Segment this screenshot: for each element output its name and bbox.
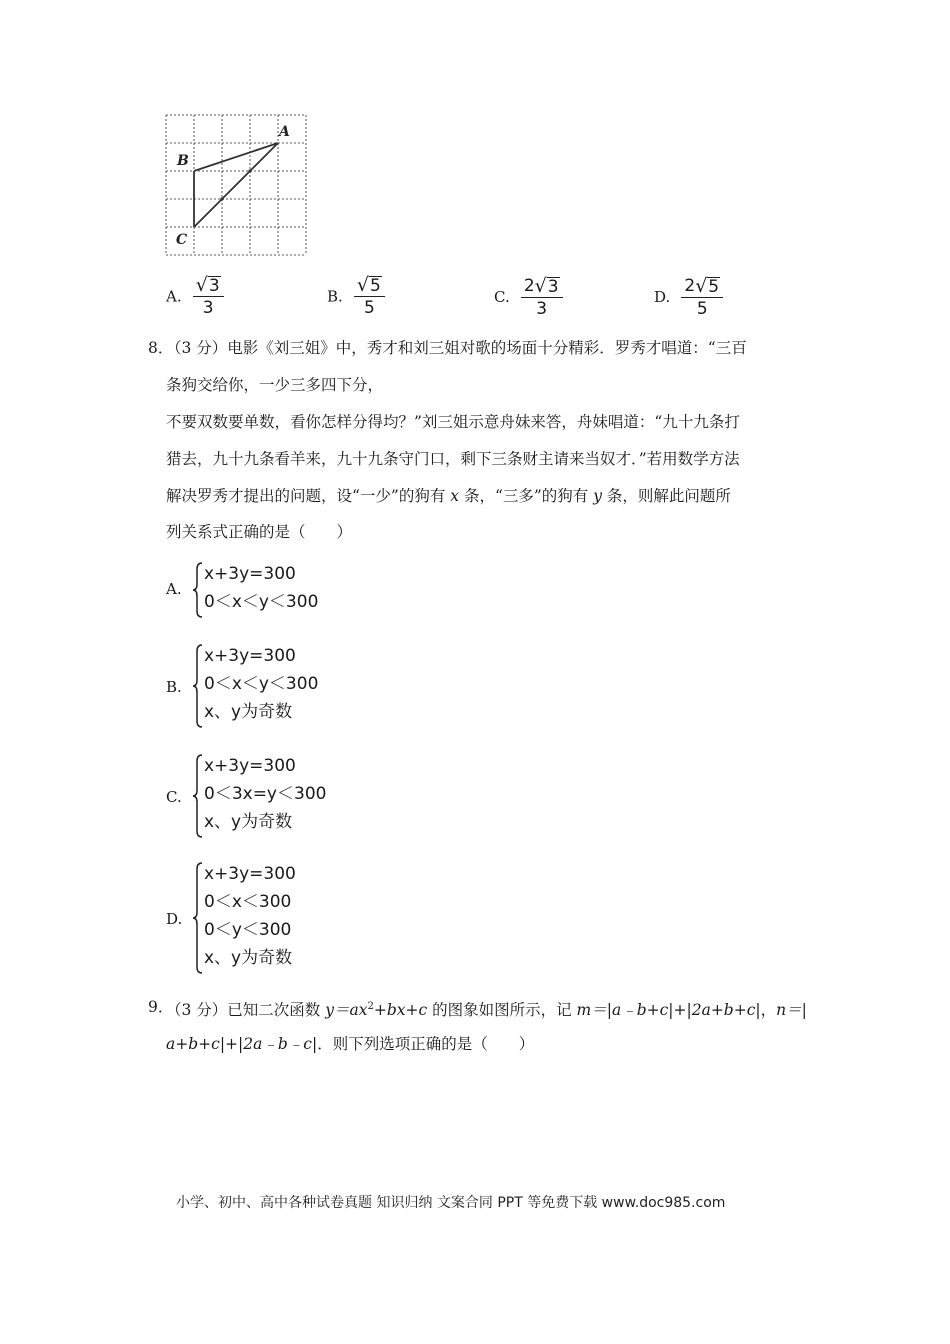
q8-option-b[interactable]: [166, 642, 366, 730]
system-line: x、y为奇数: [204, 702, 293, 722]
option-fraction: 2 √ 3 3: [521, 276, 563, 319]
q8-line-2: 条狗交给你，一少三多四下分，: [166, 376, 384, 394]
q9-line-2: a+b+c|+|2a﹣b﹣c|．则下列选项正确的是（ ）: [166, 1035, 535, 1053]
brace-icon: [192, 862, 204, 974]
system-line: 0＜x＜y＜300: [204, 592, 319, 612]
system-line: 0＜3x=y＜300: [204, 784, 327, 804]
option-label: D.: [654, 288, 671, 306]
option-fraction: √ 3 3: [193, 276, 224, 318]
brace-icon: [192, 644, 204, 728]
label-a: A: [279, 124, 290, 140]
q8-line-6: 列关系式正确的是（ ）: [166, 523, 353, 541]
system-line: x+3y=300: [204, 646, 296, 666]
system-line: 0＜x＜300: [204, 892, 292, 912]
brace-icon: [192, 562, 204, 618]
option-label: D.: [166, 910, 183, 928]
page-footer: 小学、初中、高中各种试卷真题 知识归纳 文案合同 PPT 等免费下载 www.doc985.com: [176, 1195, 726, 1211]
option-label: C.: [494, 288, 510, 306]
q8-line-4: 猎去，九十九条看羊来，九十九条守门口，剩下三条财主请来当奴才．”若用数学方法: [166, 450, 740, 468]
q8-line-5: 解决罗秀才提出的问题，设“一少”的狗有 x 条，“三多”的狗有 y 条，则解此问题所: [166, 487, 731, 505]
q8-line-3: 不要双数要单数，看你怎样分得均？”刘三姐示意舟妹来答，舟妹唱道：“九十九条打: [166, 413, 740, 431]
triangle-abc: [194, 143, 278, 227]
q8-option-c[interactable]: [166, 752, 366, 840]
option-label: B.: [166, 678, 182, 696]
q7-option-c[interactable]: [494, 276, 563, 319]
system-line: x+3y=300: [204, 756, 296, 776]
system-line: 0＜y＜300: [204, 920, 292, 940]
option-label: A.: [166, 287, 182, 306]
q7-option-d[interactable]: [654, 276, 723, 319]
option-fraction: 2 √ 5 5: [681, 276, 723, 319]
q8-option-a[interactable]: [166, 560, 366, 620]
q8-number: 8．: [148, 339, 174, 357]
q8-option-d[interactable]: [166, 860, 366, 976]
option-label: C.: [166, 788, 182, 806]
system-line: x+3y=300: [204, 564, 296, 584]
system-line: x、y为奇数: [204, 948, 293, 968]
grid-triangle-figure: [165, 114, 309, 258]
label-b: B: [177, 153, 189, 169]
option-fraction: √ 5 5: [354, 276, 385, 318]
q9-number: 9．: [148, 998, 174, 1016]
q9-line-1: （3 分）已知二次函数 $y=ax^2+bx+c$ 的图象如图所示，记 m＝|a﹣b+c|+|2a+b+c|，n＝|: [166, 1001, 807, 1020]
system-line: x+3y=300: [204, 864, 296, 884]
system-line: 0＜x＜y＜300: [204, 674, 319, 694]
option-label: B.: [327, 287, 343, 306]
brace-icon: [192, 754, 204, 838]
system-line: x、y为奇数: [204, 812, 293, 832]
q7-option-b[interactable]: [327, 276, 385, 318]
option-label: A.: [166, 580, 182, 598]
q7-option-a[interactable]: [166, 276, 224, 318]
q8-line-1: （3 分）电影《刘三姐》中，秀才和刘三姐对歌的场面十分精彩．罗秀才唱道：“三百: [166, 339, 747, 357]
label-c: C: [176, 232, 188, 248]
